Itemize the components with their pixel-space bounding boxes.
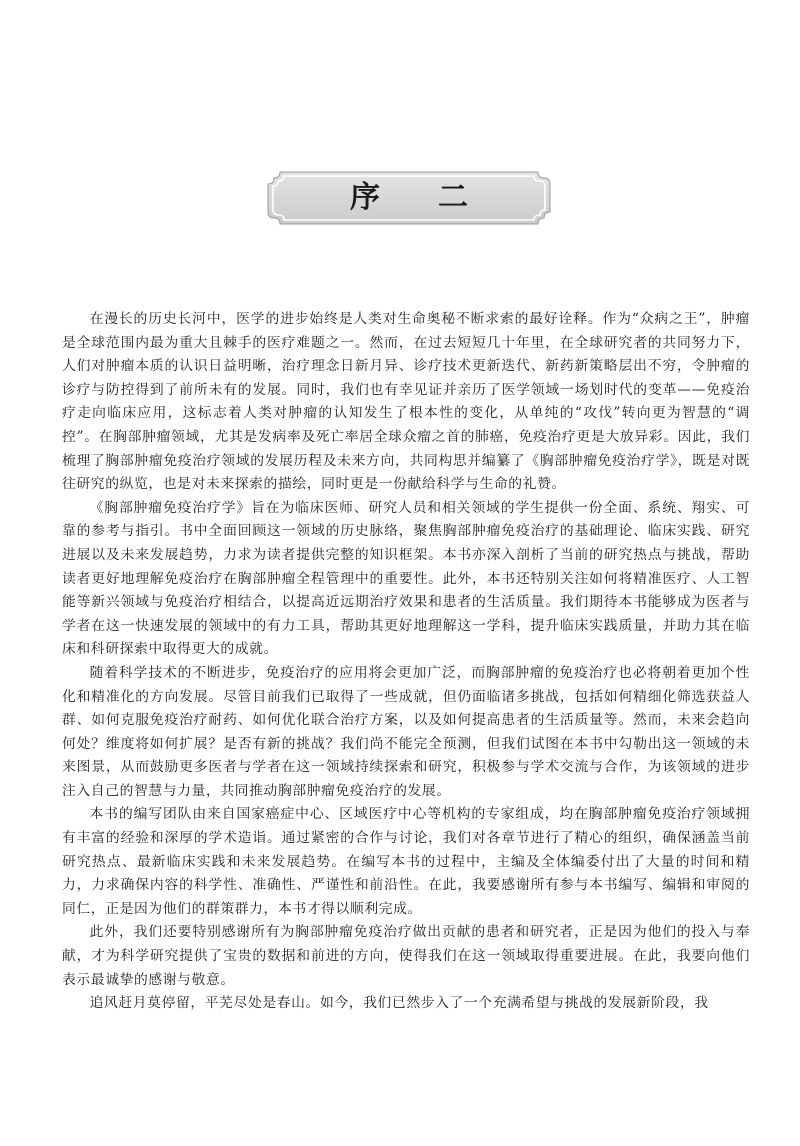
title-banner — [266, 170, 552, 226]
paragraph-3: 随着科学技术的不断进步，免疫治疗的应用将会更加广泛，而胸部肿瘤的免疫治疗也必将朝着更加个性化和精准化的方向发展。尽管目前我们已取得了一些成就，但仍面临诸多挑战，包括如何精细化筛选获益人群、如何克服免疫治疗耐药、如何优化联合治疗方案，以及如何提高患者的生活质量等。然而，未来会趋向何处？维度将如何扩展？是否有新的挑战？我们尚不能完全预测，但我们试图在本书中勾勒出这一领域的未来图景，从而鼓励更多医者与学者在这一领域持续探索和研究，积极参与学术交流与合作，为该领域的进步注入自己的智慧与力量，共同推动胸部肿瘤免疫治疗的发展。 — [62, 664, 750, 799]
paragraph-2: 《胸部肿瘤免疫治疗学》旨在为临床医师、研究人员和相关领域的学生提供一份全面、系统、翔实、可靠的参考与指引。书中全面回顾这一领域的历史脉络，聚焦胸部肿瘤免疫治疗的基础理论、临床实践、研究进展以及未来发展趋势，力求为读者提供完整的知识框架。本书亦深入剖析了当前的研究热点与挑战，帮助读者更好地理解免疫治疗在胸部肿瘤全程管理中的重要性。此外，本书还特别关注如何将精准医疗、人工智能等新兴领域与免疫治疗相结合，以提高近远期治疗效果和患者的生活质量。我们期待本书能够成为医者与学者在这一快速发展的领域中的有力工具，帮助其更好地理解这一学科，提升临床实践质量，并助力其在临床和科研探索中取得更大的成就。 — [62, 499, 750, 658]
paragraph-4: 本书的编写团队由来自国家癌症中心、区域医疗中心等机构的专家组成，均在胸部肿瘤免疫治疗领域拥有丰富的经验和深厚的学术造诣。通过紧密的合作与讨论，我们对各章节进行了精心的组织，确保涵盖当前研究热点、最新临床实践和未来发展趋势。在编写本书的过程中，主编及全体编委付出了大量的时间和精力，力求确保内容的科学性、准确性、严谨性和前沿性。在此，我要感谢所有参与本书编写、编辑和审阅的同仁，正是因为他们的群策群力，本书才得以顺利完成。 — [62, 806, 750, 917]
page-title: 序二 — [350, 180, 526, 215]
body-text — [62, 308, 750, 1016]
paragraph-5: 此外，我们还要特别感谢所有为胸部肿瘤免疫治疗做出贡献的患者和研究者，正是因为他们的投入与奉献，才为科学研究提供了宝贵的数据和前进的方向，使得我们在这一领域取得重要进展。在此，我要向他们表示最诚挚的感谢与敬意。 — [62, 924, 750, 988]
paragraph-1: 在漫长的历史长河中，医学的进步始终是人类对生命奥秘不断求索的最好诠释。作为“众病之王”，肿瘤是全球范围内最为重大且棘手的医疗难题之一。然而，在过去短短几十年里，在全球研究者的共同努力下，人们对肿瘤本质的认识日益明晰，治疗理念日新月异、诊疗技术更新迭代、新药新策略层出不穷，令肿瘤的诊疗与防控得到了前所未有的发展。同时，我们也有幸见证并亲历了医学领域一场划时代的变革——免疫治疗走向临床应用，这标志着人类对肿瘤的认知发生了根本性的变化，从单纯的“攻伐”转向更为智慧的“调控”。在胸部肿瘤领域，尤其是发病率及死亡率居全球众瘤之首的肺癌，免疫治疗更是大放异彩。因此，我们梳理了胸部肿瘤免疫治疗领域的发展历程及未来方向，共同构思并编纂了《胸部肿瘤免疫治疗学》，既是对既往研究的纵览，也是对未来探索的描绘，同时更是一份献给科学与生命的礼赞。 — [62, 311, 750, 493]
paragraph-6: 追风赶月莫停留，平芜尽处是春山。如今，我们已然步入了一个充满希望与挑战的发展新阶段，我 — [89, 995, 709, 1012]
